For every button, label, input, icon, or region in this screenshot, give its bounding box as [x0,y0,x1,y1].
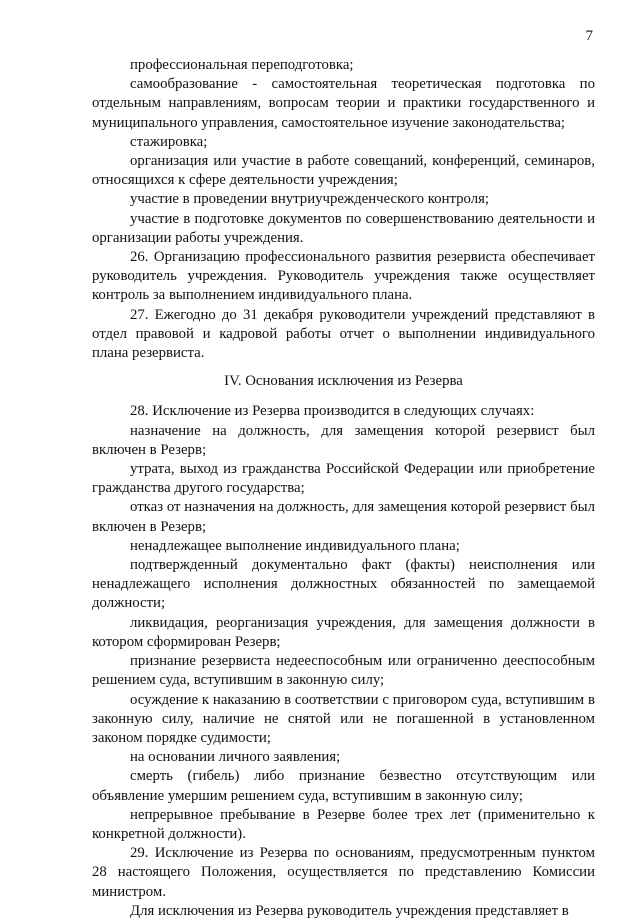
paragraph: смерть (гибель) либо признание безвестно отсутствующим или объявление умершим решением суда, вступившим в законную силу; [92,768,595,804]
document-body [92,56,595,921]
paragraph: 28. Исключение из Резерва производится в следующих случаях: [130,403,535,420]
paragraph: осуждение к наказанию в соответствии с приговором суда, вступившим в законную силу, наличие не снятой или не погашенной в установленном законом порядке судимости; [92,691,595,746]
paragraph: участие в подготовке документов по совершенствованию деятельности и организации работы учреждения. [92,210,595,246]
paragraph: стажировка; [130,133,208,150]
paragraph: непрерывное пребывание в Резерве более трех лет (применительно к конкретной должности). [92,806,595,842]
paragraph: 27. Ежегодно до 31 декабря руководители учреждений представляют в отдел правовой и кадровой работы отчет о выполнении индивидуального плана резервиста. [92,306,595,362]
paragraph: Для исключения из Резерва руководитель учреждения представляет в [130,902,569,919]
paragraph: 29. Исключение из Резерва по основаниям, предусмотренным пунктом 28 настоящего Положения, осуществляется по представлению Комиссии министром. [92,845,595,900]
section-heading: IV. Основания исключения из Резерва [224,373,463,390]
paragraph: ликвидация, реорганизация учреждения, для замещения должности в котором сформирован Резерв; [92,614,595,650]
paragraph: на основании личного заявления; [130,749,341,766]
paragraph: профессиональная переподготовка; [130,57,354,73]
paragraph: утрата, выход из гражданства Российской Федерации или приобретение гражданства другого государства; [92,461,595,497]
paragraph: признание резервиста недееспособным или ограниченно дееспособным решением суда, вступившим в законную силу; [92,653,595,689]
paragraph: подтвержденный документально факт (факты) неисполнения или ненадлежащего исполнения должностных обязанностей по замещаемой должности; [92,557,595,612]
paragraph: отказ от назначения на должность, для замещения которой резервист был включен в Резерв; [92,499,595,535]
paragraph: назначение на должность, для замещения которой резервист был включен в Резерв; [92,422,595,458]
paragraph: самообразование - самостоятельная теоретическая подготовка по отдельным направлениям, вопросам теории и практики государственного и муниципального управления, самостоятельное изучение законодательства; [92,76,595,131]
paragraph: организация или участие в работе совещаний, конференций, семинаров, относящихся к сфере деятельности учреждения; [92,153,595,189]
paragraph: 26. Организацию профессионального развития резервиста обеспечивает руководитель учреждения. Руководитель учреждения также осуществляет контроль за выполнением индивидуального плана. [92,249,595,304]
paragraph: участие в проведении внутриучрежденческого контроля; [130,191,490,208]
page-number: 7 [585,28,593,44]
paragraph: ненадлежащее выполнение индивидуального плана; [130,537,460,554]
